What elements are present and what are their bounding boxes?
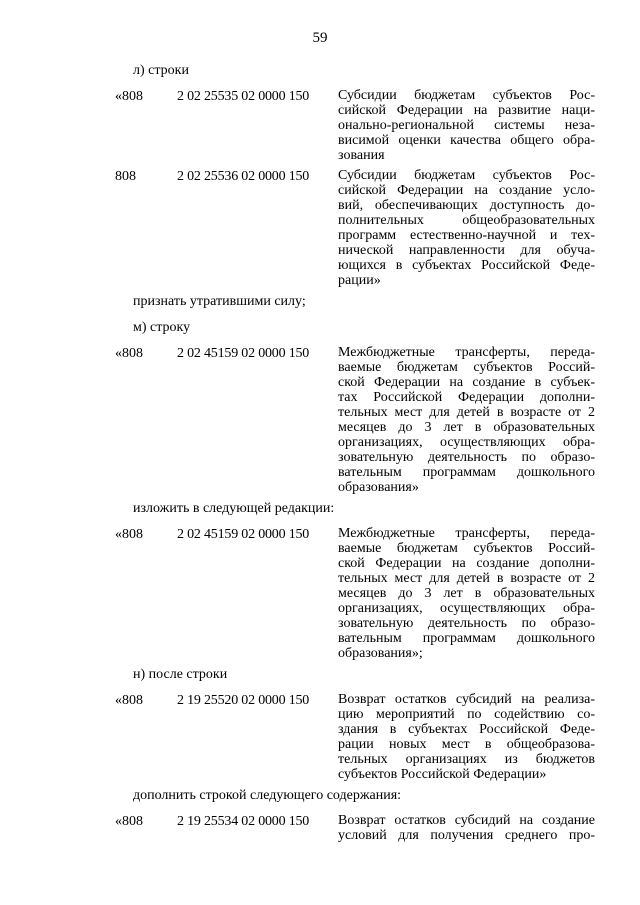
description-line: условий для получения среднего про- [338,828,595,843]
paragraph-declare-void: признать утратившими силу; [133,294,306,309]
income-description [338,345,595,495]
document-body [0,62,640,848]
page-number: 59 [312,30,328,46]
description-line: цию мероприятий по содействию со- [338,707,595,722]
description-line: ской Федерации на создание в субъек- [338,375,595,390]
description-line: зовательную деятельность по образо- [338,616,595,631]
description-line: вательным программам дошкольного [338,465,595,480]
description-line: программ естественно-научной и тех- [338,228,595,243]
table-row-25535 [0,88,640,163]
description-line: тельных мест для детей в возрасте от 2 [338,571,595,586]
table-row-45159-old [0,345,640,495]
description-line: Возврат остатков субсидий на реализа- [338,692,595,707]
description-line: сийской Федерации на развитие наци- [338,103,595,118]
description-line: Субсидии бюджетам субъектов Рос- [338,88,595,103]
income-description [338,526,595,661]
description-line: тах Российской Федерации дополни- [338,390,595,405]
admin-code: «808 [115,89,143,104]
budget-class-code: 2 02 45159 02 0000 150 [177,527,310,542]
paragraph-string-m: м) строку [133,320,191,335]
description-line: вательным программам дошкольного [338,631,595,646]
paragraph-after-string-n: н) после строки [133,667,228,682]
description-line: организациях, осуществляющих обра- [338,601,595,616]
description-line: организациях, осуществляющих обра- [338,435,595,450]
paragraph-supplement: дополнить строкой следующего содержания: [133,788,402,803]
paragraph-restate: изложить в следующей редакции: [133,501,335,516]
admin-code: «808 [115,693,143,708]
budget-class-code: 2 02 25536 02 0000 150 [177,169,310,184]
admin-code: «808 [115,814,143,829]
table-row-25520 [0,692,640,782]
budget-class-code: 2 19 25534 02 0000 150 [177,814,310,829]
income-description [338,813,595,843]
table-row-25534 [0,813,640,843]
table-row-25536 [0,168,640,288]
description-line: Субсидии бюджетам субъектов Рос- [338,168,595,183]
income-description [338,168,595,288]
description-line: Межбюджетные трансферты, переда- [338,345,595,360]
description-line: зования [338,148,385,163]
description-line: тельных мест для детей в возрасте от 2 [338,405,595,420]
description-line: образования» [338,480,419,495]
description-line: месяцев до 3 лет в образовательных [338,420,595,435]
budget-class-code: 2 02 45159 02 0000 150 [177,346,310,361]
description-line: здания в субъектах Российской Феде- [338,722,595,737]
income-description [338,692,595,782]
description-line: вий, обеспечивающих доступность до- [338,198,595,213]
description-line: рации новых мест в общеобразова- [338,737,595,752]
budget-class-code: 2 02 25535 02 0000 150 [177,89,310,104]
admin-code: 808 [115,169,136,184]
admin-code: «808 [115,527,143,542]
description-line: ющихся в субъектах Российской Феде- [338,258,595,273]
description-line: рации» [338,273,381,288]
paragraph-strings-l: л) строки [133,63,189,78]
table-row-45159-new [0,526,640,661]
description-line: образования»; [338,646,423,661]
description-line: висимой оценки качества общего обра- [338,133,595,148]
description-line: онально-региональной системы неза- [338,118,595,133]
description-line: Межбюджетные трансферты, переда- [338,526,595,541]
description-line: субъектов Российской Федерации» [338,767,547,782]
description-line: месяцев до 3 лет в образовательных [338,586,595,601]
description-line: ваемые бюджетам субъектов Россий- [338,360,595,375]
description-line: Возврат остатков субсидий на создание [338,813,595,828]
description-line: сийской Федерации на создание усло- [338,183,595,198]
description-line: ваемые бюджетам субъектов Россий- [338,541,595,556]
income-description [338,88,595,163]
description-line: ской Федерации на создание дополни- [338,556,595,571]
description-line: нической направленности для обуча- [338,243,595,258]
description-line: полнительных общеобразовательных [338,213,595,228]
admin-code: «808 [115,346,143,361]
budget-class-code: 2 19 25520 02 0000 150 [177,693,310,708]
description-line: зовательную деятельность по образо- [338,450,595,465]
description-line: тельных организациях из бюджетов [338,752,595,767]
